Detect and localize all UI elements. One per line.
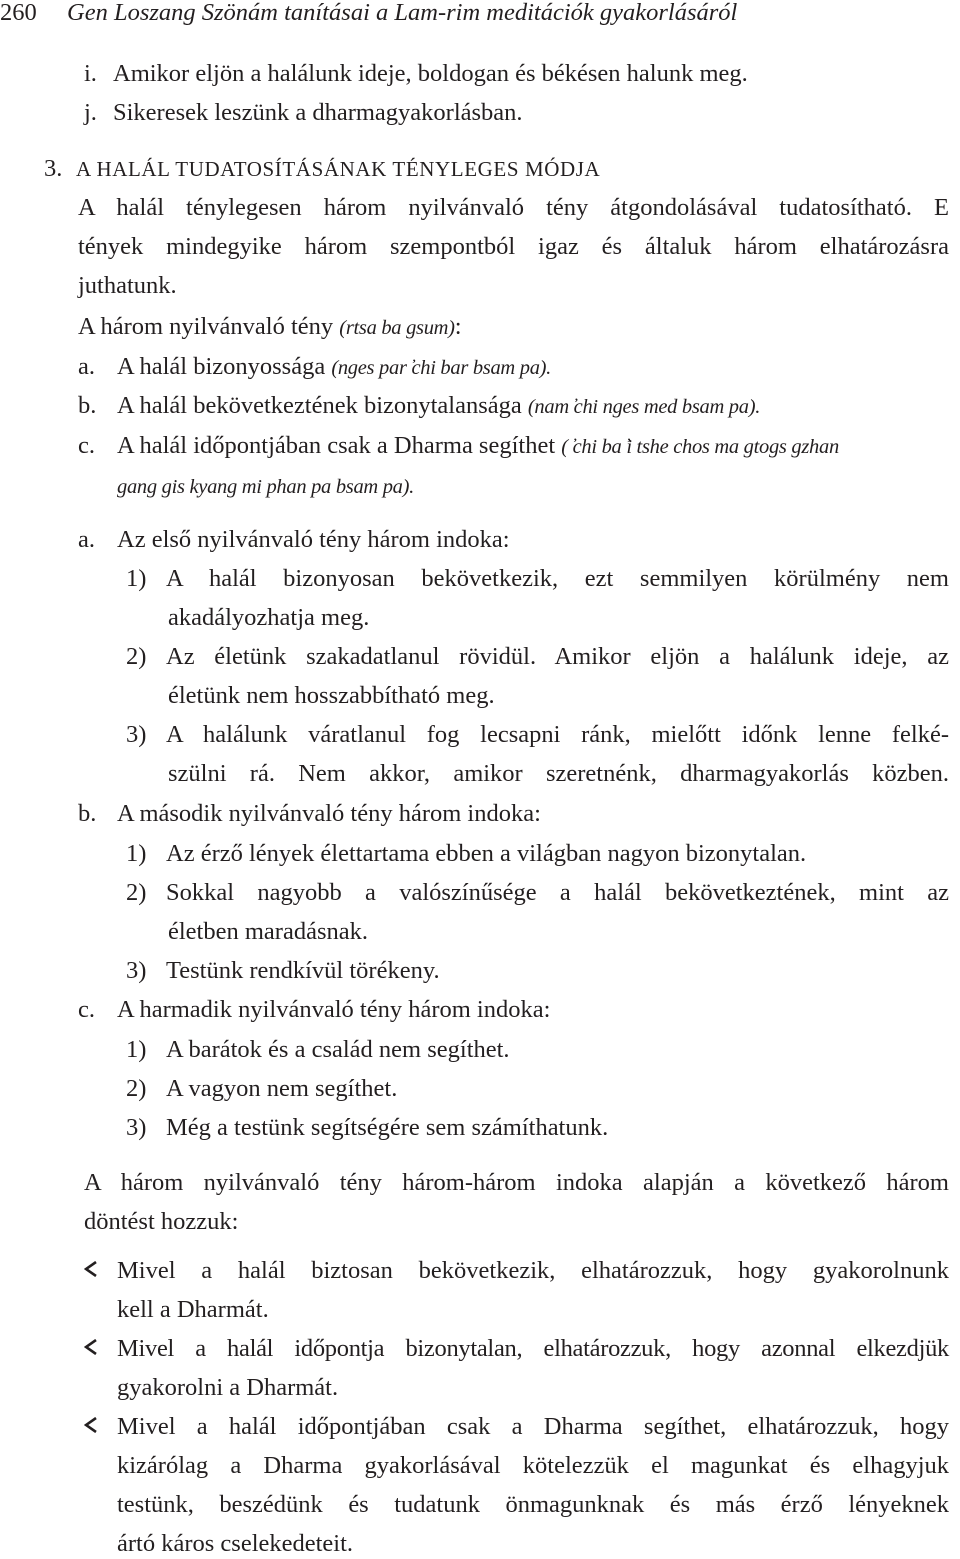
list-label: j. [84, 99, 97, 126]
fact-b [117, 391, 760, 422]
fact-tibetan-continued: gang gis kyang mi phan pa bsam pa). [117, 476, 414, 498]
bullet-line: Mivel a halál időpontjában csak a Dharma segíthet, elhatározzuk, hogy [117, 1413, 949, 1440]
reason-title: Az első nyilvánvaló tény három indoka: [117, 526, 510, 553]
reason-line: Az életünk szakadatlanul rövidül. Amikor eljön a halálunk ideje, az [166, 643, 949, 670]
section-number: 3. [44, 155, 63, 182]
page-number: 260 [0, 0, 37, 26]
reason-num: 1) [126, 840, 147, 867]
reason-line: Sokkal nagyobb a valószínűsége a halál bekövetkeztének, mint az [166, 879, 949, 906]
reason-num: 3) [126, 1114, 147, 1141]
bullet-line: Mivel a halál időpontja bizonytalan, elhatározzuk, hogy azonnal elkezdjük [117, 1335, 949, 1362]
intro-line: tények mindegyike három szempontból igaz és általuk három elhatározásra [78, 233, 949, 260]
conclusion-line: A három nyilvánvaló tény három-három indoka alapján a következő három [84, 1169, 949, 1196]
reason-line: A halál bizonyosan bekövetkezik, ezt semmilyen körülmény nem [166, 565, 949, 592]
intro-line: juthatunk. [78, 272, 177, 299]
bullet-line: ártó káros cselekedeteit. [117, 1530, 354, 1557]
fact-text: A halál bekövetkeztének bizonytalansága [117, 392, 522, 419]
list-item-text: Amikor eljön a halálunk ideje, boldogan és békésen halunk meg. [113, 60, 748, 87]
fact-text: A halál időpontjában csak a Dharma segíthet [117, 432, 556, 459]
reason-line: Még a testünk segítségére sem számíthatunk. [166, 1114, 609, 1141]
fact-tibetan: ( ̓chi ba ̓i tshe chos ma gtogs gzhan [561, 436, 839, 458]
reason-line: A halálunk váratlanul fog lecsapni ránk, mielőtt időnk lenne felké- [166, 721, 949, 748]
fact-label: c. [78, 432, 95, 459]
reason-label: b. [78, 800, 97, 827]
reason-num: 1) [126, 1036, 147, 1063]
conclusion-line: döntést hozzuk: [84, 1208, 239, 1235]
fact-a [117, 352, 551, 383]
reason-label: c. [78, 996, 95, 1023]
list-label: i. [84, 60, 97, 87]
facts-colon: : [454, 313, 462, 340]
left-triangle-arrow-icon [84, 1256, 98, 1286]
reason-title: A harmadik nyilvánvaló tény három indoka: [117, 996, 551, 1023]
reason-line: A vagyon nem segíthet. [166, 1075, 398, 1102]
left-triangle-arrow-icon [84, 1334, 98, 1364]
reason-title: A második nyilvánvaló tény három indoka: [117, 800, 541, 827]
reason-num: 2) [126, 643, 147, 670]
reason-line: életben maradásnak. [168, 918, 368, 945]
bullet-line: testünk, beszédünk és tudatunk önmagunknak és más érző lényeknek [117, 1491, 949, 1518]
reason-line: akadályozhatja meg. [168, 604, 370, 631]
facts-label: A három nyilvánvaló tény [78, 313, 334, 340]
fact-text: A halál bizonyossága [117, 353, 326, 380]
reason-label: a. [78, 526, 95, 553]
intro-line: A halál ténylegesen három nyilvánvaló tény átgondolásával tudatosítható. E [78, 194, 949, 221]
reason-line: életünk nem hosszabbítható meg. [168, 682, 495, 709]
section-heading: A HALÁL TUDATOSÍTÁSÁNAK TÉNYLEGES MÓDJA [76, 157, 601, 181]
reason-line: szülni rá. Nem akkor, amikor szeretnénk, dharmagyakorlás közben. [168, 760, 949, 787]
reason-line: Testünk rendkívül törékeny. [166, 957, 440, 984]
bullet-line: gyakorolni a Dharmát. [117, 1374, 339, 1401]
reason-num: 2) [126, 1075, 147, 1102]
reason-num: 3) [126, 957, 147, 984]
fact-label: a. [78, 353, 95, 380]
facts-intro [78, 312, 462, 343]
reason-line: A barátok és a család nem segíthet. [166, 1036, 510, 1063]
left-triangle-arrow-icon [84, 1412, 98, 1442]
reason-num: 2) [126, 879, 147, 906]
bullet-line: Mivel a halál biztosan bekövetkezik, elhatározzuk, hogy gyakorolnunk [117, 1257, 949, 1284]
bullet-line: kell a Dharmát. [117, 1296, 269, 1323]
reason-num: 1) [126, 565, 147, 592]
fact-tibetan: (nam ̓chi nges med bsam pa). [527, 396, 761, 418]
bullet-line: kizárólag a Dharma gyakorlásával kötelezzük el magunkat és elhagyjuk [117, 1452, 949, 1479]
fact-label: b. [78, 392, 97, 419]
running-title: Gen Loszang Szönám tanításai a Lam-rim meditációk gyakorlásáról [67, 0, 738, 26]
reason-line: Az érző lények élettartama ebben a világban nagyon bizonytalan. [166, 840, 807, 867]
facts-tibetan: (rtsa ba gsum) [339, 317, 455, 339]
list-item-text: Sikeresek leszünk a dharmagyakorlásban. [113, 99, 523, 126]
fact-c [117, 431, 839, 462]
fact-tibetan: (nges par ̓chi bar bsam pa). [331, 357, 551, 379]
reason-num: 3) [126, 721, 147, 748]
